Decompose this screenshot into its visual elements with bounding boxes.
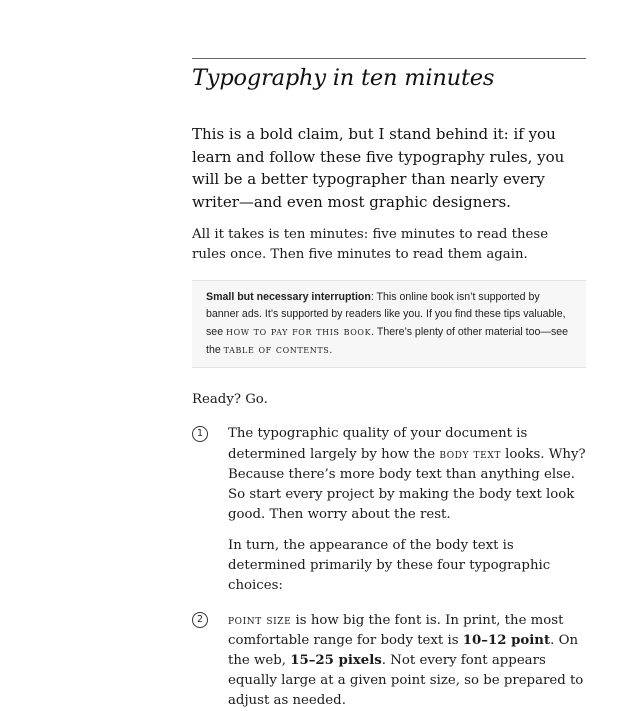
- callout-text-2: . There’s plenty of other material too—see the: [206, 326, 569, 356]
- rule-item-1: [192, 424, 586, 596]
- callout-text-1: : This online book isn’t supported by banner ads. It’s supported by readers like you. If you find these tips valuable, see: [206, 291, 566, 338]
- title-rule: [192, 58, 586, 59]
- table-of-contents-link[interactable]: table of contents: [223, 343, 330, 356]
- page-title: Typography in ten minutes: [192, 65, 495, 91]
- point-size-link[interactable]: point size: [228, 613, 292, 627]
- item-2-paragraph: [228, 610, 586, 711]
- callout-heading: Small but necessary interruption: [206, 291, 371, 303]
- item-1-paragraph-1: [228, 424, 586, 525]
- intro-paragraph: All it takes is ten minutes: five minutes to read these rules once. Then five minutes to read them again.: [192, 227, 549, 262]
- pay-for-book-link[interactable]: how to pay for this book: [226, 325, 372, 338]
- lead-paragraph: This is a bold claim, but I stand behind it: if you learn and follow these five typography rules, you will be a better typographer than nearly every writer—and even most graphic designers.: [192, 125, 565, 211]
- item-2-bold-2: 15–25 pixels: [290, 653, 382, 668]
- callout-text-3: .: [329, 344, 333, 356]
- item-1-text-a: The typographic quality of your document is determined largely by how the: [228, 426, 528, 462]
- ready-text: Ready? Go.: [192, 392, 268, 407]
- item-2-text-c: . Not every font appears equally large at a given point size, so be prepared to adjust as needed.: [228, 653, 584, 708]
- item-2-bold-1: 10–12 point: [462, 633, 551, 648]
- body-text-link[interactable]: body text: [439, 447, 501, 461]
- item-number-1: 1: [192, 426, 208, 442]
- article: [192, 58, 586, 711]
- item-2-text-a: is how big the font is. In print, the most comfortable range for body text is: [228, 613, 564, 648]
- item-1-text-b: looks. Why? Because there’s more body text than anything else. So start every project by making the body text look good. Then worry about the rest.: [228, 447, 586, 522]
- item-number-2: 2: [192, 612, 208, 628]
- rule-item-2: [192, 610, 586, 711]
- support-callout: [192, 280, 586, 368]
- item-1-paragraph-2: In turn, the appearance of the body text is determined primarily by these four typographic choices:: [228, 538, 551, 593]
- item-2-text-b: . On the web,: [228, 633, 579, 668]
